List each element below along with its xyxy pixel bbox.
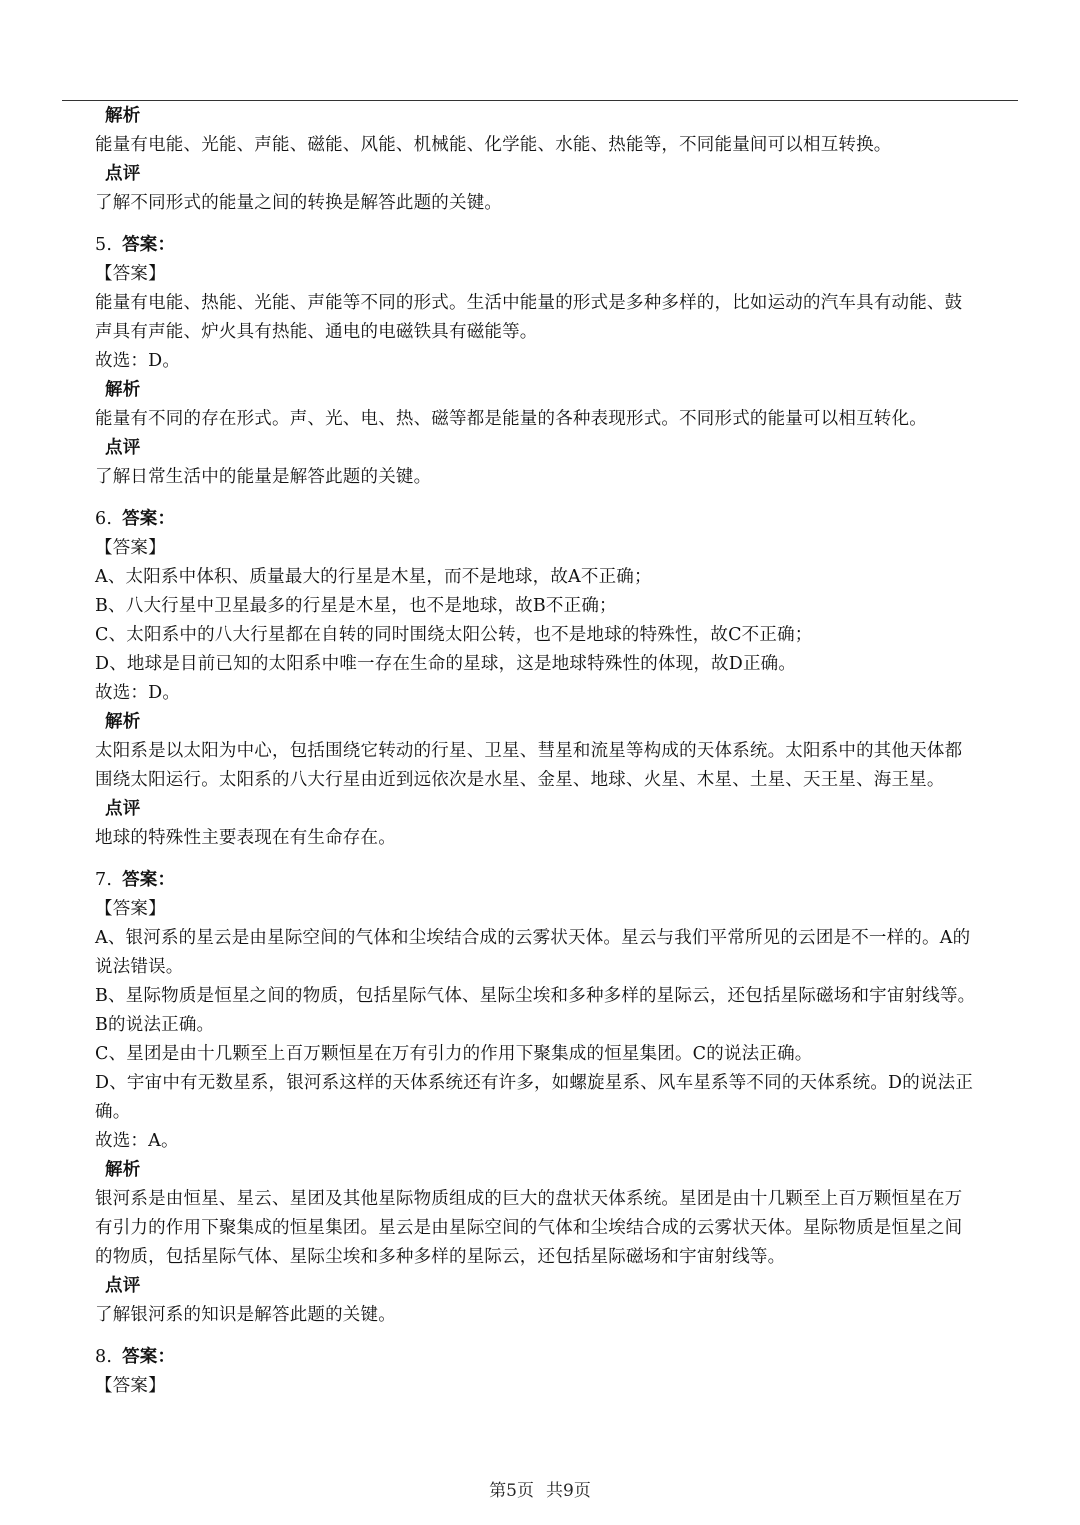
q4-section (95, 102, 1040, 218)
q7-jiexi-line: 银河系是由恒星、星云、星团及其他星际物质组成的巨大的盘状天体系统。星团是由十几颗至上百万颗恒星在万 (95, 1189, 963, 1209)
q5-dianping-line: 了解日常生活中的能量是解答此题的关键。 (95, 467, 432, 487)
q6-answer-line: A、太阳系中体积、质量最大的行星是木星，而不是地球，故A不正确； (95, 567, 652, 587)
q5-section (95, 231, 1040, 492)
page-content (95, 102, 1040, 1401)
q7-section (95, 866, 1040, 1330)
q5-answer-line: 能量有电能、热能、光能、声能等不同的形式。生活中能量的形式是多种多样的，比如运动的汽车具有动能、鼓 (95, 293, 963, 313)
q5-answer-label: 答案： (122, 235, 176, 255)
header-rule (62, 100, 1018, 101)
q6-answer-line: C、太阳系中的八大行星都在自转的同时围绕太阳公转，也不是地球的特殊性，故C不正确； (95, 625, 813, 645)
q6-answer-tag: 【答案】 (95, 538, 166, 558)
q7-dianping-line: 了解银河系的知识是解答此题的关键。 (95, 1305, 396, 1325)
q7-answer-line: D、宇宙中有无数星系，银河系这样的天体系统还有许多，如螺旋星系、风车星系等不同的天体系统。D的说法正 (95, 1073, 974, 1093)
q7-dianping-heading: 点评 (105, 1276, 141, 1296)
q4-dianping-heading: 点评 (105, 164, 141, 184)
q7-number: 7. (95, 870, 113, 890)
q7-answer-line: 故选：A。 (95, 1131, 179, 1151)
q6-dianping-line: 地球的特殊性主要表现在有生命存在。 (95, 828, 396, 848)
q7-answer-label: 答案： (122, 870, 176, 890)
q4-dianping-line: 了解不同形式的能量之间的转换是解答此题的关键。 (95, 193, 503, 213)
q8-section (95, 1343, 1040, 1401)
page-number: 第5页 (489, 1481, 534, 1501)
q5-header (95, 231, 1040, 260)
q6-jiexi-line: 太阳系是以太阳为中心，包括围绕它转动的行星、卫星、彗星和流星等构成的天体系统。太阳系中的其他天体都 (95, 741, 963, 761)
q7-answer-line: 确。 (95, 1102, 131, 1122)
q7-answer-line: B的说法正确。 (95, 1015, 215, 1035)
q4-jiexi-line: 能量有电能、光能、声能、磁能、风能、机械能、化学能、水能、热能等，不同能量间可以相互转换。 (95, 135, 892, 155)
q6-answer-label: 答案： (122, 509, 176, 529)
q6-answer-line: D、地球是目前已知的太阳系中唯一存在生命的星球，这是地球特殊性的体现，故D正确。 (95, 654, 797, 674)
q5-jiexi-heading: 解析 (105, 380, 141, 400)
q6-jiexi-line: 围绕太阳运行。太阳系的八大行星由近到远依次是水星、金星、地球、火星、木星、土星、天王星、海王星。 (95, 770, 945, 790)
q7-answer-tag: 【答案】 (95, 899, 166, 919)
q7-jiexi-heading: 解析 (105, 1160, 141, 1180)
q6-answer-line: B、八大行星中卫星最多的行星是木星，也不是地球，故B不正确； (95, 596, 617, 616)
page-footer (0, 1476, 1080, 1501)
q7-answer-line: A、银河系的星云是由星际空间的气体和尘埃结合成的云雾状天体。星云与我们平常所见的云团是不一样的。A的 (95, 928, 971, 948)
q5-dianping-heading: 点评 (105, 438, 141, 458)
page-total: 共9页 (546, 1481, 591, 1501)
q8-answer-label: 答案： (122, 1347, 176, 1367)
q7-answer-line: 说法错误。 (95, 957, 184, 977)
q7-answer-line: B、星际物质是恒星之间的物质，包括星际气体、星际尘埃和多种多样的星际云，还包括星际磁场和宇宙射线等。 (95, 986, 976, 1006)
q5-answer-tag: 【答案】 (95, 264, 166, 284)
q7-answer-line: C、星团是由十几颗至上百万颗恒星在万有引力的作用下聚集成的恒星集团。C的说法正确。 (95, 1044, 813, 1064)
q7-jiexi-line: 有引力的作用下聚集成的恒星集团。星云是由星际空间的气体和尘埃结合成的云雾状天体。星际物质是恒星之间 (95, 1218, 963, 1238)
q8-header (95, 1343, 1040, 1372)
q6-section (95, 505, 1040, 853)
q5-answer-line: 声具有声能、炉火具有热能、通电的电磁铁具有磁能等。 (95, 322, 538, 342)
q7-jiexi-line: 的物质，包括星际气体、星际尘埃和多种多样的星际云，还包括星际磁场和宇宙射线等。 (95, 1247, 786, 1267)
q6-answer-line: 故选：D。 (95, 683, 181, 703)
q6-number: 6. (95, 509, 113, 529)
q8-number: 8. (95, 1347, 113, 1367)
q5-jiexi-line: 能量有不同的存在形式。声、光、电、热、磁等都是能量的各种表现形式。不同形式的能量可以相互转化。 (95, 409, 927, 429)
q6-header (95, 505, 1040, 534)
q6-dianping-heading: 点评 (105, 799, 141, 819)
q7-header (95, 866, 1040, 895)
q6-jiexi-heading: 解析 (105, 712, 141, 732)
q8-answer-tag: 【答案】 (95, 1376, 166, 1396)
q5-number: 5. (95, 235, 113, 255)
q5-answer-line: 故选：D。 (95, 351, 181, 371)
q4-jiexi-heading: 解析 (105, 106, 141, 126)
